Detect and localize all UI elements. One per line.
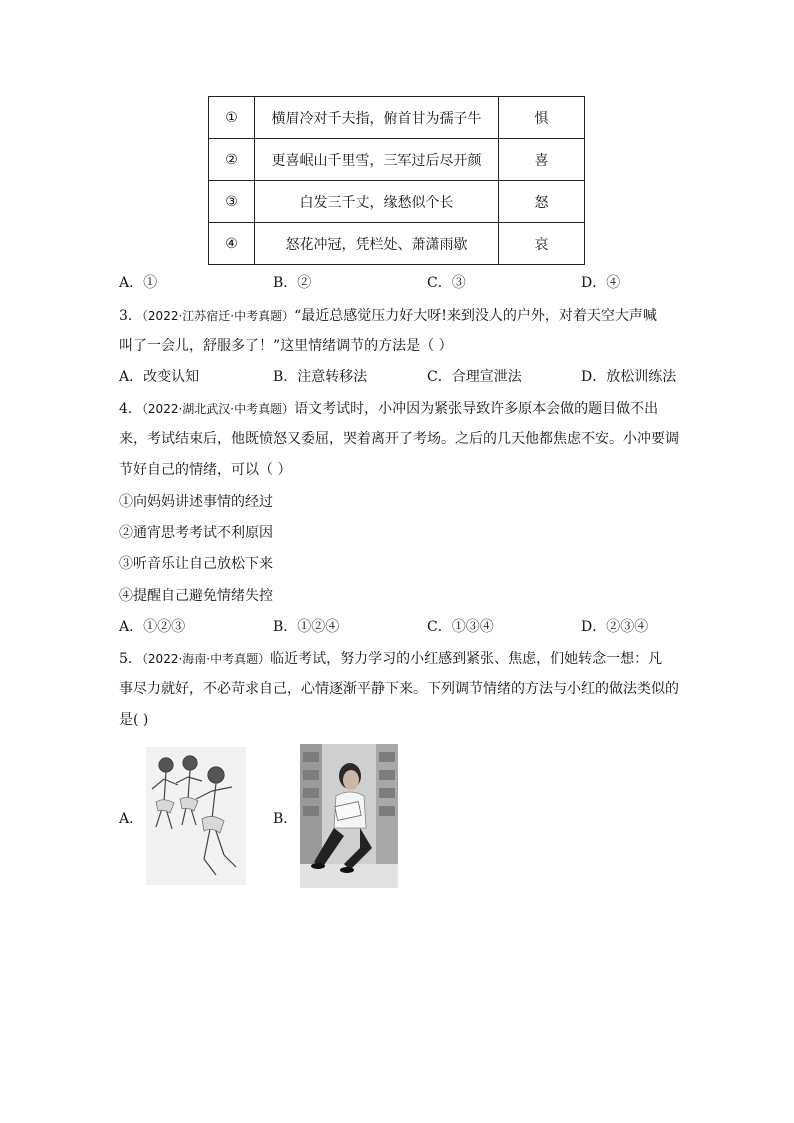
poem-line-cell: 怒花冲冠，凭栏处、萧潇雨歇 <box>255 223 499 265</box>
dancers-sketch-icon <box>146 747 246 885</box>
q4-options <box>119 616 679 638</box>
q4-item-4: ④提醒自己避免情绪失控 <box>119 588 273 604</box>
q3-source: （2022·江苏宿迁·中考真题） <box>141 309 295 323</box>
poem-table-row <box>209 97 585 139</box>
poem-line-cell: 横眉冷对千夫指，俯首甘为孺子牛 <box>255 97 499 139</box>
poem-table-row <box>209 139 585 181</box>
q4-item-2: ②通宵思考考试不利原因 <box>119 525 273 541</box>
row-number-cell: ③ <box>209 181 255 223</box>
q3-option-d[interactable]: D．放松训练法 <box>581 369 677 385</box>
q2-option-d[interactable]: D．④ <box>581 275 621 291</box>
q5-stem-line-2: 事尽力就好，不必苛求自己，心情逐渐平静下来。下列调节情绪的方法与小红的做法类似的 <box>119 681 679 697</box>
poem-line-cell: 更喜岷山千里雪，三军过后尽开颜 <box>255 139 499 181</box>
emotion-cell: 怒 <box>499 181 585 223</box>
row-number-cell: ② <box>209 139 255 181</box>
q2-option-b[interactable]: B．② <box>273 275 312 291</box>
poem-table-row <box>209 223 585 265</box>
q4-item-3: ③听音乐让自己放松下来 <box>119 556 273 572</box>
row-number-cell: ④ <box>209 223 255 265</box>
q3-options <box>119 366 679 388</box>
dancing-girls-illustration[interactable] <box>146 747 246 885</box>
q4-stem-line-1 <box>119 398 658 418</box>
reading-person-icon <box>300 744 398 888</box>
poem-line-cell: 白发三千丈，缘愁似个长 <box>255 181 499 223</box>
q4-stem-line-3: 节好自己的情绪，可以（ ） <box>119 462 292 478</box>
poem-emotion-table <box>208 96 585 265</box>
q4-source: （2022·湖北武汉·中考真题） <box>141 402 295 416</box>
emotion-cell: 惧 <box>499 97 585 139</box>
q4-option-d[interactable]: D．②③④ <box>581 619 649 635</box>
q5-number: 5． <box>119 651 142 667</box>
q3-stem-text-1: “最近总感觉压力好大呀!来到没人的户外，对着天空大声喊 <box>294 308 657 324</box>
q5-option-a-label[interactable]: A． <box>119 811 144 827</box>
q5-stem-text-1: 临近考试，努力学习的小红感到紧张、焦虑，们她转念一想：凡 <box>270 651 663 667</box>
q4-option-b[interactable]: B．①②④ <box>273 619 340 635</box>
q3-option-b[interactable]: B．注意转移法 <box>273 369 368 385</box>
reading-girl-photo[interactable] <box>300 744 398 888</box>
emotion-cell: 喜 <box>499 139 585 181</box>
q3-number: 3． <box>119 308 142 324</box>
q3-option-a[interactable]: A．改变认知 <box>119 369 200 385</box>
q4-option-c[interactable]: C．①③④ <box>427 619 494 635</box>
q3-option-c[interactable]: C．合理宣泄法 <box>427 369 522 385</box>
q2-option-c[interactable]: C．③ <box>427 275 466 291</box>
q4-item-1: ①向妈妈讲述事情的经过 <box>119 494 273 510</box>
q5-option-b-label[interactable]: B． <box>273 811 298 827</box>
q5-source: （2022·海南·中考真题） <box>141 652 271 666</box>
q4-option-a[interactable]: A．①②③ <box>119 619 186 635</box>
q4-stem-text-1: 语文考试时，小冲因为紧张导致许多原本会做的题目做不出 <box>294 401 659 417</box>
q3-stem-line-2: 叫了一会儿，舒服多了！”这里情绪调节的方法是（ ） <box>119 338 453 354</box>
q5-stem-line-3: 是( ) <box>119 712 149 728</box>
row-number-cell: ① <box>209 97 255 139</box>
q3-stem-line-1 <box>119 305 657 325</box>
q4-number: 4． <box>119 401 142 417</box>
q5-stem-line-1 <box>119 648 662 668</box>
q4-stem-line-2: 来，考试结束后，他既愤怒又委屈，哭着离开了考场。之后的几天他都焦虑不安。小冲要调 <box>119 431 679 447</box>
emotion-cell: 哀 <box>499 223 585 265</box>
q2-options <box>119 272 679 294</box>
q2-option-a[interactable]: A．① <box>119 275 158 291</box>
poem-table-row <box>209 181 585 223</box>
